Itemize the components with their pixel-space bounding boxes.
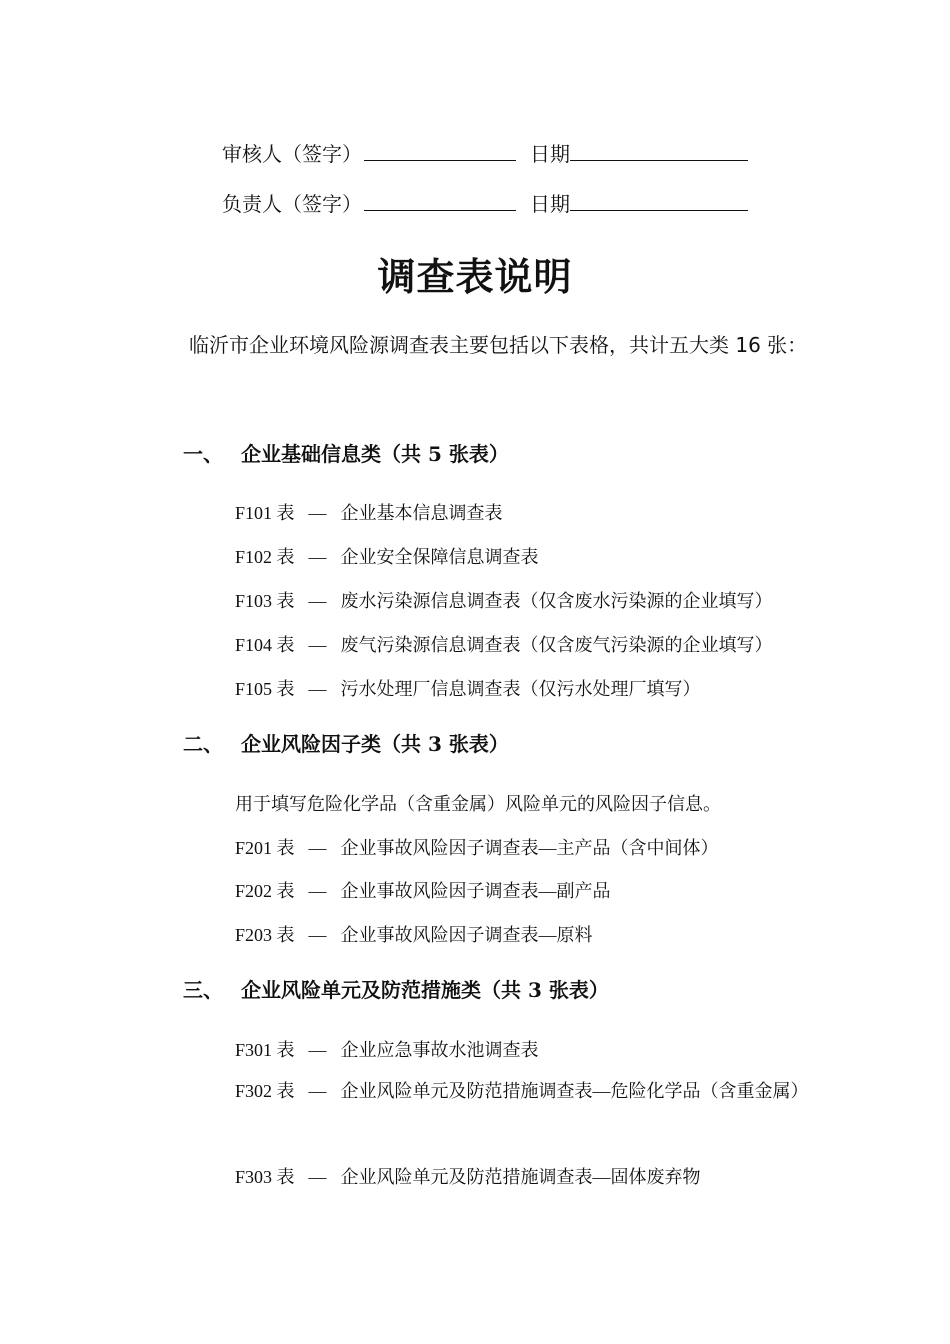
dash: — xyxy=(308,503,327,523)
table-item-f105 xyxy=(235,675,701,701)
table-item-f104 xyxy=(235,631,773,657)
table-code: F303 表 xyxy=(235,1167,295,1187)
table-code: F104 表 xyxy=(235,635,295,655)
table-desc: 污水处理厂信息调查表（仅污水处理厂填写） xyxy=(340,679,701,699)
table-code: F101 表 xyxy=(235,503,295,523)
table-desc: 企业事故风险因子调查表—主产品（含中间体） xyxy=(340,838,719,858)
table-code: F103 表 xyxy=(235,591,295,611)
reviewer-signature-line xyxy=(364,142,516,161)
dash: — xyxy=(308,547,327,567)
reviewer-date-line xyxy=(570,142,748,161)
section-heading-1 xyxy=(183,438,509,467)
table-desc: 企业风险单元及防范措施调查表—固体废弃物 xyxy=(340,1167,701,1187)
responsible-label: 负责人（签字） xyxy=(222,192,362,216)
table-code: F102 表 xyxy=(235,547,295,567)
table-desc: 企业安全保障信息调查表 xyxy=(340,547,539,567)
section-number: 一、 xyxy=(183,442,223,466)
table-item-f101 xyxy=(235,499,503,525)
table-item-f303 xyxy=(235,1163,701,1189)
page-title: 调查表说明 xyxy=(377,254,573,299)
table-desc: 废水污染源信息调查表（仅含废水污染源的企业填写） xyxy=(340,591,773,611)
section-heading-3 xyxy=(183,974,609,1003)
table-code: F202 表 xyxy=(235,881,295,901)
table-item-f202 xyxy=(235,877,611,903)
table-code: F105 表 xyxy=(235,679,295,699)
table-code: F201 表 xyxy=(235,838,295,858)
section-number: 三、 xyxy=(183,978,223,1002)
responsible-date-label: 日期 xyxy=(530,192,570,216)
intro-paragraph xyxy=(145,320,810,370)
reviewer-date-label: 日期 xyxy=(530,142,570,166)
dash: — xyxy=(308,838,327,858)
dash: — xyxy=(308,925,327,945)
section-note-text: 用于填写危险化学品（含重金属）风险单元的风险因子信息。 xyxy=(235,794,721,814)
dash: — xyxy=(308,635,327,655)
table-code: F302 表 xyxy=(235,1081,295,1101)
section-title: 企业风险因子类（共 3 张表） xyxy=(241,732,509,756)
responsible-signature-row xyxy=(222,188,748,217)
reviewer-label: 审核人（签字） xyxy=(222,142,362,166)
section-note xyxy=(235,790,721,816)
table-desc: 废气污染源信息调查表（仅含废气污染源的企业填写） xyxy=(340,635,773,655)
dash: — xyxy=(308,1167,327,1187)
table-item-f102 xyxy=(235,543,539,569)
table-desc: 企业风险单元及防范措施调查表—危险化学品（含重金属） xyxy=(340,1081,809,1101)
table-item-f201 xyxy=(235,834,719,860)
table-item-f301 xyxy=(235,1036,539,1062)
section-title: 企业风险单元及防范措施类（共 3 张表） xyxy=(241,978,609,1002)
table-item-f103 xyxy=(235,587,773,613)
section-heading-2 xyxy=(183,728,509,757)
table-item-f302 xyxy=(200,1071,810,1111)
table-desc: 企业事故风险因子调查表—副产品 xyxy=(340,881,611,901)
table-item-wrap-text xyxy=(200,1071,810,1111)
dash: — xyxy=(308,881,327,901)
table-desc: 企业应急事故水池调查表 xyxy=(340,1040,539,1060)
section-number: 二、 xyxy=(183,732,223,756)
section-title: 企业基础信息类（共 5 张表） xyxy=(241,442,509,466)
dash: — xyxy=(308,591,327,611)
dash: — xyxy=(308,679,327,699)
table-desc: 企业事故风险因子调查表—原料 xyxy=(340,925,593,945)
intro-text: 临沂市企业环境风险源调查表主要包括以下表格，共计五大类 16 张： xyxy=(189,333,808,357)
responsible-date-line xyxy=(570,192,748,211)
responsible-signature-line xyxy=(364,192,516,211)
table-item-f203 xyxy=(235,921,593,947)
dash: — xyxy=(308,1081,327,1101)
dash: — xyxy=(308,1040,327,1060)
reviewer-signature-row xyxy=(222,138,748,167)
table-code: F301 表 xyxy=(235,1040,295,1060)
table-desc: 企业基本信息调查表 xyxy=(340,503,503,523)
table-code: F203 表 xyxy=(235,925,295,945)
